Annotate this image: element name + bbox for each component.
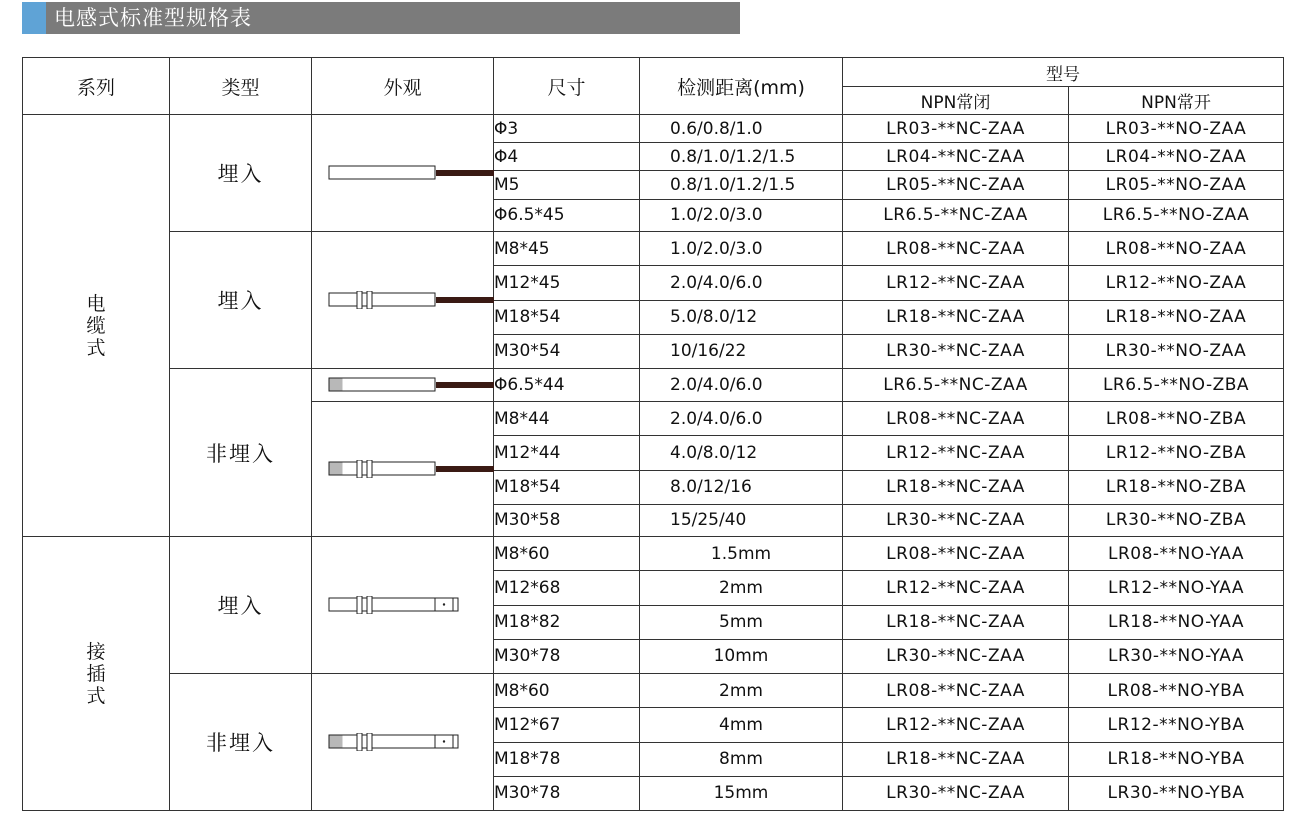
model-nc-cell: LR08-**NC-ZAA xyxy=(843,402,1069,436)
size-cell: M5 xyxy=(494,171,640,199)
distance-cell: 2mm xyxy=(640,571,843,605)
model-nc-cell: LR30-**NC-ZAA xyxy=(843,776,1069,810)
model-no-cell: LR30-**NO-YBA xyxy=(1069,776,1284,810)
type-cell-flush: 埋入 xyxy=(170,115,312,232)
appearance-cell xyxy=(312,115,494,232)
model-no-cell: LR6.5-**NO-ZBA xyxy=(1069,369,1284,402)
size-cell: Φ6.5*45 xyxy=(494,199,640,231)
distance-cell: 2.0/4.0/6.0 xyxy=(640,369,843,402)
sensor-cable-threaded-icon xyxy=(312,291,494,309)
model-nc-cell: LR30-**NC-ZAA xyxy=(843,504,1069,536)
distance-cell: 8.0/12/16 xyxy=(640,470,843,504)
size-cell: M8*44 xyxy=(494,402,640,436)
size-cell: M30*78 xyxy=(494,639,640,673)
distance-cell: 1.5mm xyxy=(640,537,843,571)
model-no-cell: LR18-**NO-YBA xyxy=(1069,742,1284,776)
model-no-cell: LR12-**NO-YAA xyxy=(1069,571,1284,605)
model-no-cell: LR6.5-**NO-ZAA xyxy=(1069,199,1284,231)
size-cell: M18*54 xyxy=(494,470,640,504)
header-model: 型号 xyxy=(843,58,1284,87)
header-size: 尺寸 xyxy=(494,58,640,115)
size-cell: M12*68 xyxy=(494,571,640,605)
series-label: 接插式 xyxy=(86,640,106,707)
table-row xyxy=(23,115,1284,143)
model-nc-cell: LR12-**NC-ZAA xyxy=(843,436,1069,470)
model-no-cell: LR05-**NO-ZAA xyxy=(1069,171,1284,199)
model-nc-cell: LR12-**NC-ZAA xyxy=(843,708,1069,742)
table-row xyxy=(23,674,1284,708)
header-npn-no: NPN常开 xyxy=(1069,87,1284,115)
header-type: 类型 xyxy=(170,58,312,115)
size-cell: M30*54 xyxy=(494,334,640,368)
appearance-cell xyxy=(312,402,494,537)
distance-cell: 2.0/4.0/6.0 xyxy=(640,266,843,300)
type-cell-flush: 埋入 xyxy=(170,537,312,674)
distance-cell: 1.0/2.0/3.0 xyxy=(640,199,843,231)
series-label: 电缆式 xyxy=(86,292,106,359)
sensor-cable-threaded-shielded-icon xyxy=(312,460,494,478)
model-nc-cell: LR6.5-**NC-ZAA xyxy=(843,369,1069,402)
size-cell: M30*78 xyxy=(494,776,640,810)
sensor-cable-plain-icon xyxy=(312,164,494,182)
size-cell: M18*54 xyxy=(494,300,640,334)
model-nc-cell: LR18-**NC-ZAA xyxy=(843,605,1069,639)
model-nc-cell: LR05-**NC-ZAA xyxy=(843,171,1069,199)
model-nc-cell: LR18-**NC-ZAA xyxy=(843,300,1069,334)
model-nc-cell: LR6.5-**NC-ZAA xyxy=(843,199,1069,231)
model-nc-cell: LR30-**NC-ZAA xyxy=(843,639,1069,673)
model-nc-cell: LR03-**NC-ZAA xyxy=(843,115,1069,143)
model-no-cell: LR18-**NO-YAA xyxy=(1069,605,1284,639)
model-no-cell: LR30-**NO-ZAA xyxy=(1069,334,1284,368)
model-no-cell: LR04-**NO-ZAA xyxy=(1069,143,1284,171)
size-cell: M8*60 xyxy=(494,537,640,571)
model-no-cell: LR12-**NO-ZAA xyxy=(1069,266,1284,300)
model-nc-cell: LR18-**NC-ZAA xyxy=(843,742,1069,776)
model-no-cell: LR08-**NO-ZBA xyxy=(1069,402,1284,436)
series-cell-connector xyxy=(23,537,170,811)
model-no-cell: LR18-**NO-ZAA xyxy=(1069,300,1284,334)
model-nc-cell: LR08-**NC-ZAA xyxy=(843,537,1069,571)
model-no-cell: LR18-**NO-ZBA xyxy=(1069,470,1284,504)
sensor-connector-threaded-shielded-icon xyxy=(312,733,494,751)
header-series: 系列 xyxy=(23,58,170,115)
distance-cell: 10/16/22 xyxy=(640,334,843,368)
model-no-cell: LR08-**NO-YAA xyxy=(1069,537,1284,571)
spec-table xyxy=(22,57,1284,811)
type-cell-nonflush: 非埋入 xyxy=(170,369,312,537)
sensor-connector-threaded-icon xyxy=(312,596,494,614)
distance-cell: 4mm xyxy=(640,708,843,742)
table-row xyxy=(23,537,1284,571)
distance-cell: 5mm xyxy=(640,605,843,639)
model-no-cell: LR30-**NO-YAA xyxy=(1069,639,1284,673)
model-nc-cell: LR30-**NC-ZAA xyxy=(843,334,1069,368)
model-no-cell: LR12-**NO-ZBA xyxy=(1069,436,1284,470)
header-appearance: 外观 xyxy=(312,58,494,115)
model-no-cell: LR08-**NO-YBA xyxy=(1069,674,1284,708)
model-nc-cell: LR12-**NC-ZAA xyxy=(843,266,1069,300)
appearance-cell xyxy=(312,369,494,402)
type-cell-flush: 埋入 xyxy=(170,232,312,369)
size-cell: Φ3 xyxy=(494,115,640,143)
header-distance: 检测距离(mm) xyxy=(640,58,843,115)
table-row xyxy=(23,369,1284,402)
distance-cell: 1.0/2.0/3.0 xyxy=(640,232,843,266)
distance-cell: 10mm xyxy=(640,639,843,673)
title-accent xyxy=(22,2,46,34)
distance-cell: 0.6/0.8/1.0 xyxy=(640,115,843,143)
header-npn-nc: NPN常闭 xyxy=(843,87,1069,115)
model-nc-cell: LR08-**NC-ZAA xyxy=(843,232,1069,266)
table-row xyxy=(23,232,1284,266)
distance-cell: 8mm xyxy=(640,742,843,776)
distance-cell: 0.8/1.0/1.2/1.5 xyxy=(640,171,843,199)
model-no-cell: LR30-**NO-ZBA xyxy=(1069,504,1284,536)
model-no-cell: LR12-**NO-YBA xyxy=(1069,708,1284,742)
model-nc-cell: LR12-**NC-ZAA xyxy=(843,571,1069,605)
size-cell: Φ4 xyxy=(494,143,640,171)
appearance-cell xyxy=(312,232,494,369)
appearance-cell xyxy=(312,537,494,674)
series-cell-cable xyxy=(23,115,170,537)
size-cell: M12*67 xyxy=(494,708,640,742)
model-nc-cell: LR18-**NC-ZAA xyxy=(843,470,1069,504)
size-cell: M18*78 xyxy=(494,742,640,776)
model-nc-cell: LR04-**NC-ZAA xyxy=(843,143,1069,171)
distance-cell: 2.0/4.0/6.0 xyxy=(640,402,843,436)
model-nc-cell: LR08-**NC-ZAA xyxy=(843,674,1069,708)
model-no-cell: LR03-**NO-ZAA xyxy=(1069,115,1284,143)
type-cell-nonflush: 非埋入 xyxy=(170,674,312,811)
size-cell: M18*82 xyxy=(494,605,640,639)
model-no-cell: LR08-**NO-ZAA xyxy=(1069,232,1284,266)
distance-cell: 5.0/8.0/12 xyxy=(640,300,843,334)
distance-cell: 2mm xyxy=(640,674,843,708)
distance-cell: 4.0/8.0/12 xyxy=(640,436,843,470)
spec-table-body xyxy=(23,115,1284,811)
distance-cell: 0.8/1.0/1.2/1.5 xyxy=(640,143,843,171)
size-cell: M8*45 xyxy=(494,232,640,266)
size-cell: M12*44 xyxy=(494,436,640,470)
size-cell: M12*45 xyxy=(494,266,640,300)
size-cell: M8*60 xyxy=(494,674,640,708)
sensor-cable-plain-shielded-icon xyxy=(312,376,494,394)
distance-cell: 15/25/40 xyxy=(640,504,843,536)
appearance-cell xyxy=(312,674,494,811)
size-cell: M30*58 xyxy=(494,504,640,536)
size-cell: Φ6.5*44 xyxy=(494,369,640,402)
distance-cell: 15mm xyxy=(640,776,843,810)
page-title: 电感式标准型规格表 xyxy=(54,6,252,30)
